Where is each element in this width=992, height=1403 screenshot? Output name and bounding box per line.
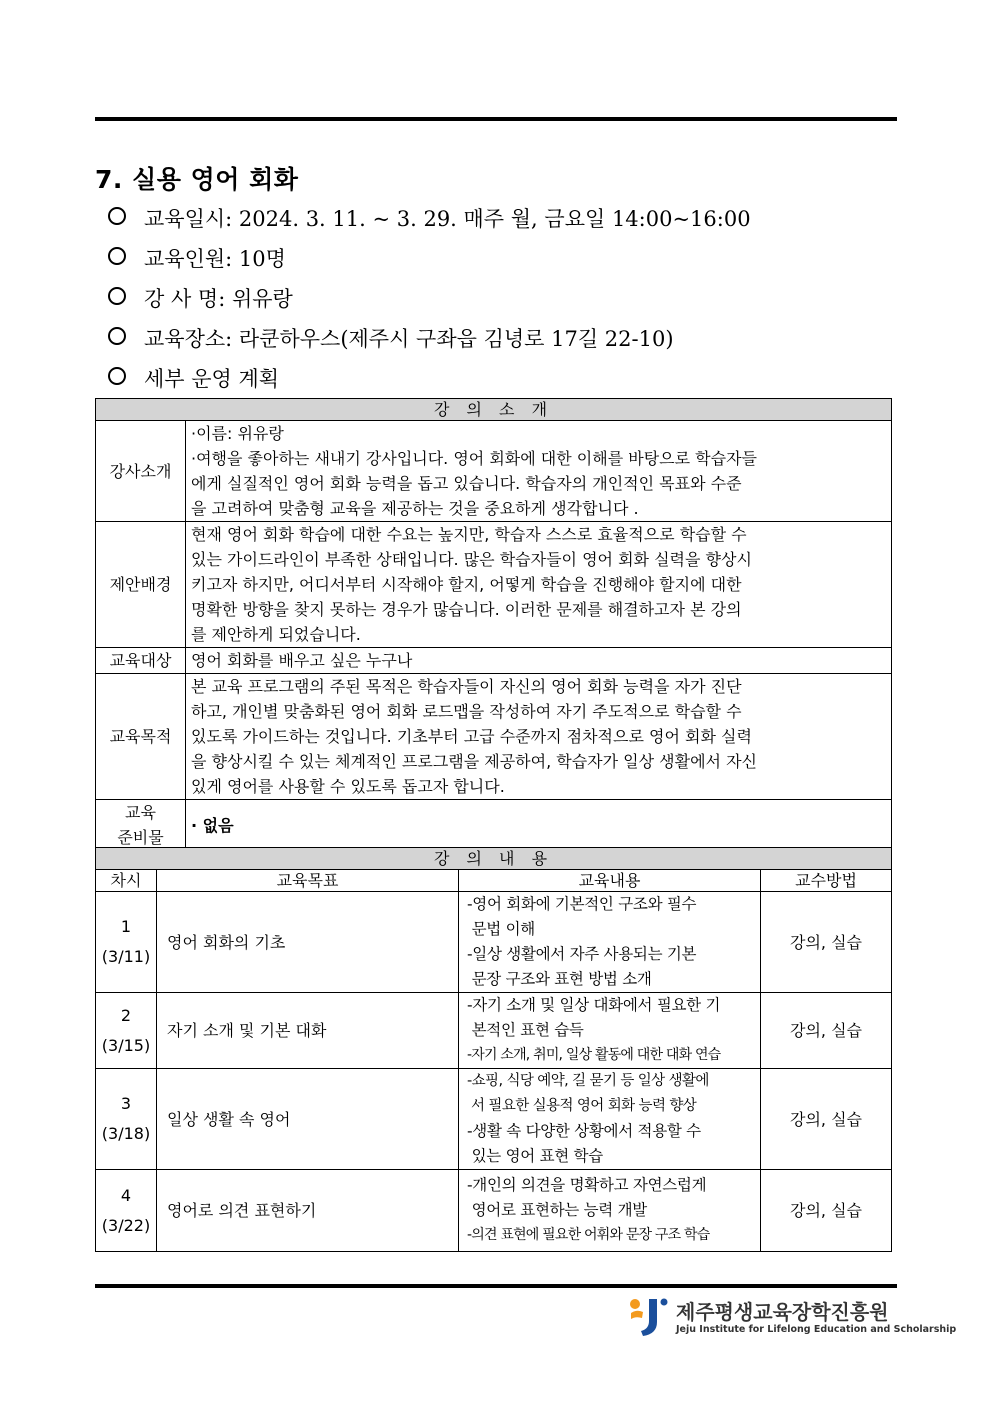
bottom-rule <box>95 1284 897 1288</box>
info-item-instructor: 강 사 명: 위유랑 <box>108 283 293 313</box>
col-header-goal: 교육목표 <box>157 870 459 892</box>
session-method: 강의, 실습 <box>761 993 892 1069</box>
info-item-plan: 세부 운영 계획 <box>108 363 279 393</box>
logo-subtitle: Jeju Institute for Lifelong Education and Scholarship <box>676 1324 957 1335</box>
jeju-logo-icon <box>627 1296 671 1338</box>
circle-bullet-icon <box>108 367 126 385</box>
top-rule <box>95 117 897 121</box>
target-label: 교육대상 <box>96 648 186 674</box>
session-content: -쇼핑, 식당 예약, 길 묻기 등 일상 생활에 서 필요한 실용적 영어 회화 능력 향상 -생활 속 다양한 상황에서 적용할 수 있는 영어 표현 학습 <box>459 1069 761 1170</box>
session-goal: 자기 소개 및 기본 대화 <box>157 993 459 1069</box>
logo-name: 제주평생교육장학진흥원 <box>676 1300 889 1324</box>
session-goal: 영어 회화의 기초 <box>157 892 459 993</box>
circle-bullet-icon <box>108 207 126 225</box>
info-item-headcount: 교육인원: 10명 <box>108 243 286 273</box>
session-number: 4 (3/22) <box>96 1170 157 1252</box>
content-header: 강 의 내 용 <box>96 848 892 870</box>
background-label: 제안배경 <box>96 522 186 648</box>
circle-bullet-icon <box>108 247 126 265</box>
prep-label: 교육 준비물 <box>96 800 186 851</box>
col-header-method: 교수방법 <box>761 870 892 892</box>
info-item-location: 교육장소: 라쿤하우스(제주시 구좌읍 김녕로 17길 22-10) <box>108 323 674 353</box>
session-method: 강의, 실습 <box>761 1170 892 1252</box>
col-header-session: 차시 <box>96 870 157 892</box>
circle-bullet-icon <box>108 327 126 345</box>
info-item-schedule: 교육일시: 2024. 3. 11. ~ 3. 29. 매주 월, 금요일 14:00~16:00 <box>108 203 751 233</box>
table-row <box>96 1170 892 1252</box>
table-row <box>96 1069 892 1170</box>
session-goal: 영어로 의견 표현하기 <box>157 1170 459 1252</box>
course-intro-table <box>95 398 892 851</box>
session-goal: 일상 생활 속 영어 <box>157 1069 459 1170</box>
session-number: 2 (3/15) <box>96 993 157 1069</box>
session-method: 강의, 실습 <box>761 892 892 993</box>
session-number: 3 (3/18) <box>96 1069 157 1170</box>
prep-text: · 없음 <box>186 800 892 851</box>
background-text: 현재 영어 회화 학습에 대한 수요는 높지만, 학습자 스스로 효율적으로 학습할 수 있는 가이드라인이 부족한 상태입니다. 많은 학습자들이 영어 회화 실력을 향상시 키고자 하지만, 어디서부터 시작해야 할지, 어떻게 학습을 진행해야 할지에 대한 명확한 방향을 찾지 못하는 경우가 많습니다. 이러한 문제를 해결하고자 본 강의 를 제안하게 되었습니다. <box>186 522 892 648</box>
table-row <box>96 993 892 1069</box>
course-content-table <box>95 847 892 1252</box>
target-text: 영어 회화를 배우고 싶은 누구나 <box>186 648 892 674</box>
session-content: -개인의 의견을 명확하고 자연스럽게 영어로 표현하는 능력 개발 -의견 표현에 필요한 어휘와 문장 구조 학습 <box>459 1170 761 1252</box>
session-number: 1 (3/11) <box>96 892 157 993</box>
section-title: 7. 실용 영어 회화 <box>95 165 299 194</box>
session-content: -자기 소개 및 일상 대화에서 필요한 기 본적인 표현 습득 -자기 소개, 취미, 일상 활동에 대한 대화 연습 <box>459 993 761 1069</box>
session-method: 강의, 실습 <box>761 1069 892 1170</box>
purpose-label: 교육목적 <box>96 674 186 800</box>
intro-header: 강 의 소 개 <box>96 399 892 421</box>
circle-bullet-icon <box>108 287 126 305</box>
table-row <box>96 892 892 993</box>
instructor-label: 강사소개 <box>96 421 186 522</box>
instructor-text: ·이름: 위유랑 ·여행을 좋아하는 새내기 강사입니다. 영어 회화에 대한 이해를 바탕으로 학습자들 에게 실질적인 영어 회화 능력을 돕고 있습니다. 학습자의 개인적인 목표와 수준 을 고려하여 맞춤형 교육을 제공하는 것을 중요하게 생각합니다 . <box>186 421 892 522</box>
session-content: -영어 회화에 기본적인 구조와 필수 문법 이해 -일상 생활에서 자주 사용되는 기본 문장 구조와 표현 방법 소개 <box>459 892 761 993</box>
institute-logo <box>627 1296 957 1338</box>
purpose-text: 본 교육 프로그램의 주된 목적은 학습자들이 자신의 영어 회화 능력을 자가 진단 하고, 개인별 맞춤화된 영어 회화 로드맵을 작성하여 자기 주도적으로 학습할 수 있도록 가이드하는 것입니다. 기초부터 고급 수준까지 점차적으로 영어 회화 실력 을 향상시킬 수 있는 체계적인 프로그램을 제공하여, 학습자가 일상 생활에서 자신 있게 영어를 사용할 수 있도록 돕고자 합니다. <box>186 674 892 800</box>
col-header-content: 교육내용 <box>459 870 761 892</box>
